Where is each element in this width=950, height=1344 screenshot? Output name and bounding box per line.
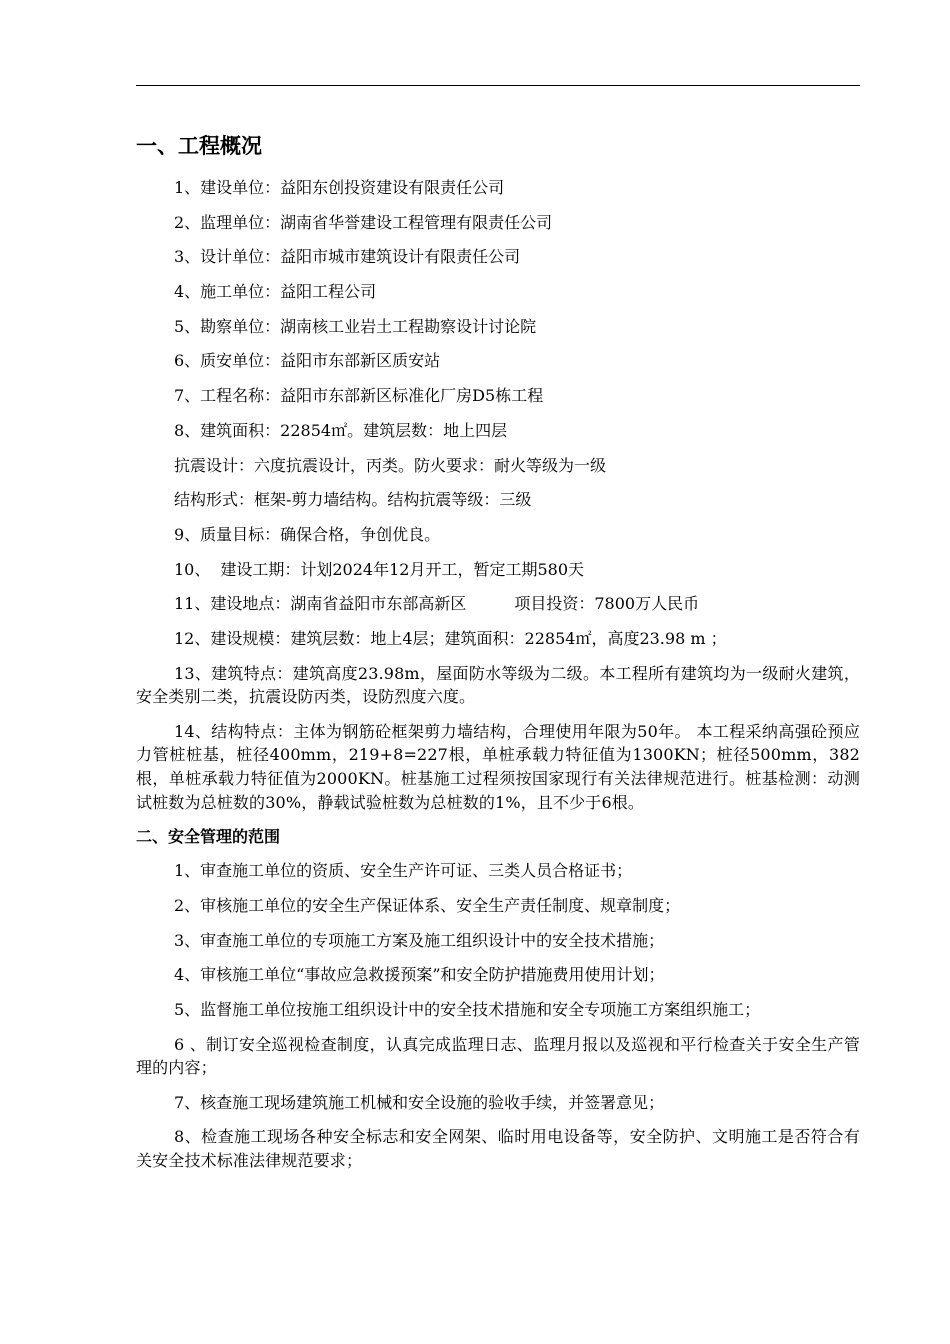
item-project-name: 7、工程名称：益阳市东部新区标准化厂房D5栋工程 (174, 386, 544, 406)
header-rule (136, 85, 860, 86)
item-investment-text: 项目投资：7800万人民币 (514, 594, 700, 614)
item-structure-form: 结构形式：框架-剪力墙结构。结构抗震等级：三级 (174, 490, 532, 510)
item-design-unit: 3、设计单位：益阳市城市建筑设计有限责任公司 (174, 247, 521, 267)
item-construction-unit: 1、建设单位：益阳东创投资建设有限责任公司 (174, 178, 505, 197)
section-heading-safety-scope: 二、安全管理的范围 (136, 827, 281, 847)
scope-item-emergency-plan-review: 4、审核施工单位“事故应急救援预案”和安全防护措施费用使用计划； (174, 965, 665, 985)
item-structure-features: 14、结构特点：主体为钢筋砼框架剪力墙结构，合理使用年限为50年。 本工程采纳高强砼预应力管桩桩基，桩径400mm，219+8=227根，单桩承载力特征值为1300KN；桩径500mm，382根，单桩承载力特征值为2000KN。桩基施工过程须按国家现行有关法律规范进行。桩基检测：动测试桩数为总桩数的30%，静载试验桩数为总桩数的1%，且不少于6根。 (136, 721, 860, 812)
item-contractor-unit: 4、施工单位：益阳工程公司 (174, 282, 377, 302)
item-quality-safety-unit: 6、质安单位：益阳市东部新区质安站 (174, 351, 441, 371)
item-location-text: 11、建设地点：湖南省益阳市东部高新区 (174, 594, 467, 614)
item-building-area: 8、建筑面积：22854㎡。建筑层数：地上四层 (174, 420, 508, 440)
item-survey-unit: 5、勘察单位：湖南核工业岩土工程勘察设计讨论院 (174, 316, 537, 336)
item-construction-location (136, 592, 860, 616)
item-supervision-unit: 2、监理单位：湖南省华誉建设工程管理有限责任公司 (174, 212, 553, 232)
item-quality-target: 9、质量目标：确保合格，争创优良。 (174, 524, 441, 544)
scope-item-supervise-construction: 5、监督施工单位按施工组织设计中的安全技术措施和安全专项施工方案组织施工； (174, 999, 761, 1019)
scope-item-special-plan-review: 3、审查施工单位的专项施工方案及施工组织设计中的安全技术措施； (174, 930, 665, 950)
scope-item-machinery-acceptance: 7、核查施工现场建筑施工机械和安全设施的验收手续，并签署意见； (174, 1092, 665, 1112)
item-seismic-design: 抗震设计：六度抗震设计，丙类。防火要求：耐火等级为一级 (174, 455, 607, 475)
section-heading-overview: 一、工程概况 (136, 134, 262, 158)
item-construction-period-number: 10、 (174, 559, 211, 579)
scope-item-safety-system-review: 2、审核施工单位的安全生产保证体系、安全生产责任制度、规章制度； (174, 895, 681, 915)
scope-item-site-safety-check: 8、检查施工现场各种安全标志和安全网架、临时用电设备等，安全防护、文明施工是否符合有关安全技术标准法律规范要求； (136, 1127, 860, 1171)
item-building-features: 13、建筑特点：建筑高度23.98m，屋面防水等级为二级。本工程所有建筑均为一级耐火建筑，安全类别二类，抗震设防丙类，设防烈度六度。 (136, 663, 860, 707)
item-construction-period-text: 建设工期：计划2024年12月开工，暂定工期580天 (220, 559, 584, 579)
document-body (136, 128, 860, 1184)
scope-item-qualification-review: 1、审查施工单位的资质、安全生产许可证、三类人员合格证书； (174, 861, 633, 881)
scope-item-inspection-system: 6 、制订安全巡视检查制度，认真完成监理日志、监理月报以及巡视和平行检查关于安全生产管理的内容； (136, 1034, 860, 1078)
item-construction-period (136, 558, 860, 582)
item-construction-scale: 12、建设规模：建筑层数：地上4层；建筑面积：22854㎡，高度23.98 m ； (174, 628, 727, 648)
